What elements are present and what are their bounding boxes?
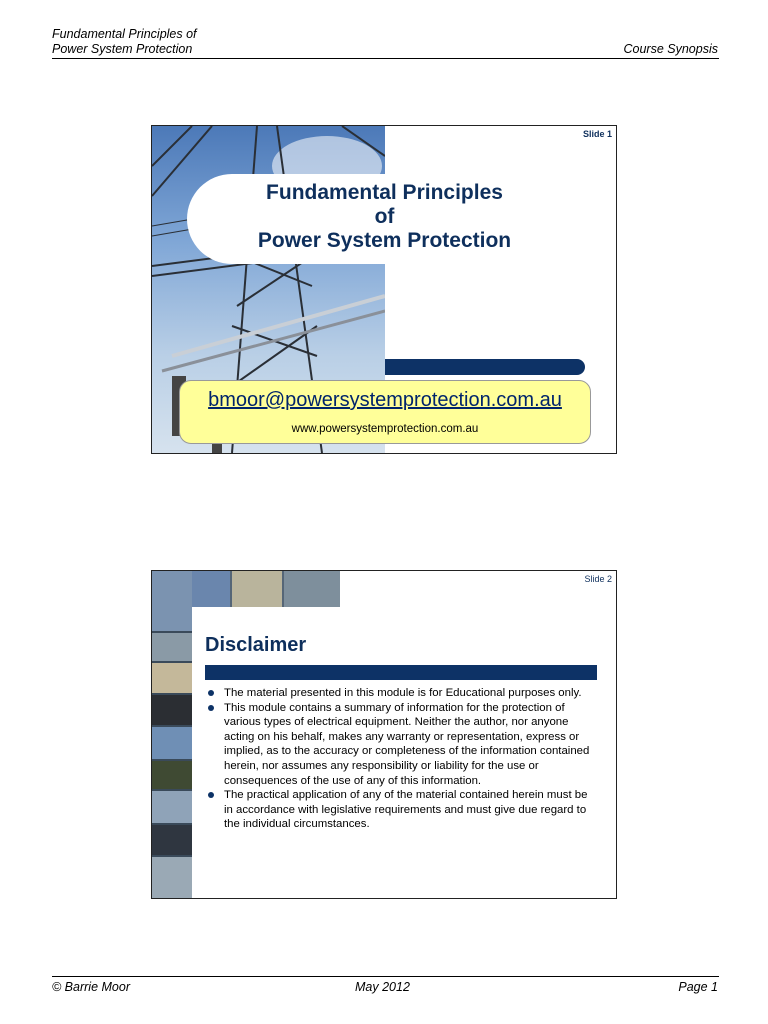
disclaimer-list xyxy=(206,686,598,832)
slide-title-line1: Fundamental Principles xyxy=(266,181,503,204)
website-text: www.powersystemprotection.com.au xyxy=(291,423,479,435)
list-item: The material presented in this module is for Educational purposes only. xyxy=(206,686,598,701)
footer-page-number: Page 1 xyxy=(678,980,718,994)
slide-title-line2: of xyxy=(374,205,395,228)
slide-number: Slide 1 xyxy=(582,129,612,139)
slide-title xyxy=(187,181,582,253)
document-header-title xyxy=(52,27,197,57)
slide-title: Disclaimer xyxy=(205,634,307,656)
slide-title-line3: Power System Protection xyxy=(257,229,512,252)
header-title-line1: Fundamental Principles of xyxy=(52,27,197,41)
contact-box xyxy=(179,380,591,444)
accent-bar xyxy=(205,665,597,680)
slide-number: Slide 2 xyxy=(584,574,612,584)
slide-2 xyxy=(151,570,617,899)
accent-bar xyxy=(385,359,585,375)
header-section-label: Course Synopsis xyxy=(623,42,718,56)
footer-copyright: © Barrie Moor xyxy=(52,980,130,994)
equipment-photo-strip xyxy=(192,571,340,607)
substation-equipment-photo-collage xyxy=(152,571,192,898)
slide-1 xyxy=(151,125,617,454)
footer-rule xyxy=(52,976,719,977)
header-title-line2: Power System Protection xyxy=(52,42,193,56)
header-rule xyxy=(52,58,719,59)
list-item: The practical application of any of the material contained herein must be in accordance with legislative requirements and must give due regard to the individual circumstances. xyxy=(206,788,598,832)
footer-date: May 2012 xyxy=(355,980,410,994)
list-item: This module contains a summary of information for the protection of various types of electrical equipment. Neither the author, nor anyone acting on his behalf, makes any warranty or representation, express or implied, as to the accuracy or completeness of the information contained herein, nor assumes any responsibility or liability for the use or consequences of the use of any of this information. xyxy=(206,701,598,789)
email-link[interactable]: bmoor@powersystemprotection.com.au xyxy=(208,389,562,411)
